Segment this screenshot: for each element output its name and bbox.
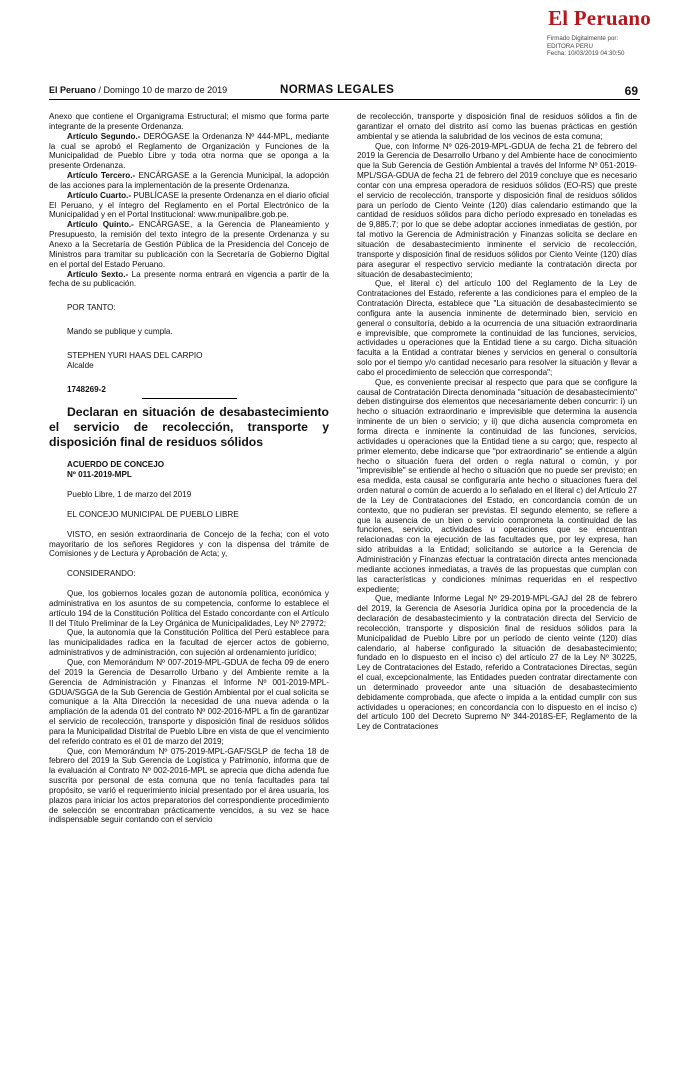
paragraph: Anexo que contiene el Organigrama Estructural; el mismo que forma parte integrante de la presente Ordenanza.: [49, 112, 329, 131]
article-2: [49, 132, 329, 171]
article-3: [49, 171, 329, 191]
document-code: 1748269-2: [67, 384, 106, 394]
header-date: / Domingo 10 de marzo de 2019: [98, 85, 228, 95]
signature-line-3: Fecha: 10/03/2019 04:30:50: [547, 50, 625, 58]
article-text: DERÓGASE la Ordenanza Nº 444-MPL, mediante la cual se aprobó el Reglamento de Organización y Funciones de la Municipalidad de Pueblo Libre y toda otra norma que se oponga a la presente Ordenanza.: [49, 131, 329, 171]
considerando-heading: CONSIDERANDO:: [67, 569, 136, 579]
visto-paragraph: VISTO, en sesión extraordinaria de Concejo de la fecha; con el voto mayoritario de los señores Regidores y con la dispensa del trámite de Comisiones y de Lectura y Aprobación de Acta; y,: [49, 529, 329, 559]
header-newspaper: El Peruano: [49, 85, 97, 95]
paragraph: Que, con Memorándum Nº 007-2019-MPL-GDUA de fecha 09 de enero del 2019 la Gerencia de Desarrollo Urbano y del Ambiente remite a la Gerencia de Administración y Finanzas el Informe Nº 001-2019-MPL-GDUA/SGGA de la Sub Gerencia de Gestión Ambiental por el cual solicita se comunique a la Alta Dirección la necesidad de una nueva adenda o la ampliación de la adenda 01 del contrato Nº 002-2016-MPL a fin de garantizar el servicio de recolección, transporte y disposición final de residuos sólidos para la Municipalidad Distrital de Pueblo Libre en vista de que el vencimiento del referido contrato es el 01 de marzo del 2019;: [49, 657, 329, 746]
por-tanto: POR TANTO:: [67, 303, 116, 313]
header-left: [49, 85, 227, 95]
paragraph: Que, los gobiernos locales gozan de autonomía política, económica y administrativa en los asuntos de su competencia, conforme lo establece el artículo 194 de la Constitución Política del Estado concordante con el Artículo II del Título Preliminar de la Ley Orgánica de Municipalidades, Ley Nº 27972;: [49, 589, 329, 628]
separator-rule: [142, 398, 237, 399]
article-6: [49, 270, 329, 290]
mando: Mando se publique y cumpla.: [67, 327, 173, 337]
paragraph: Que, la autonomía que la Constitución Política del Perú establece para las municipalidades radica en la facultad de ejercer actos de gobierno, administrativos y de administración, con sujeción al ordenamiento jurídico;: [49, 628, 329, 658]
signer-name: STEPHEN YURI HAAS DEL CARPIO: [67, 350, 203, 360]
article-text: La presente norma entrará en vigencia a partir de la fecha de su publicación.: [49, 269, 329, 289]
article-text: PUBLÍCASE la presente Ordenanza en el diario oficial El Peruano, y el íntegro del Reglamento en el Portal Electrónico de la Municipalidad y en el Portal Institucional: www.munipalibre.gob.pe.: [49, 190, 329, 220]
right-column: [357, 112, 637, 732]
digital-signature: [547, 35, 647, 58]
article-label: Artículo Segundo.-: [67, 131, 141, 141]
header-section: NORMAS LEGALES: [280, 84, 395, 96]
paragraph: Que, con Memorándum Nº 075-2019-MPL-GAF/SGLP de fecha 18 de febrero del 2019 la Sub Gerencia de Logística y Patrimonio, informa que de la evaluación al Contrato Nº 002-2016-MPL se aprecia que dicha adenda fue suscrita por personal de esta comuna que no tenía facultades para tal propósito, se varió el requerimiento inicial presentado por el área usuaria, los plazos para iniciar los actos preparatorios del correspondiente procedimiento de selección se encontraban prácticamente vencidos, a su vez se hace indispensable seguir contando con el servicio: [49, 746, 329, 825]
article-label: Artículo Quinto.-: [67, 220, 134, 230]
signer-role: Alcalde: [67, 360, 94, 370]
article-label: Artículo Sexto.-: [67, 269, 129, 279]
signature-line-1: Firmado Digitalmente por:: [547, 35, 619, 42]
el-peruano-logo: El Peruano: [548, 6, 651, 30]
acuerdo-number: Nº 011-2019-MPL: [67, 470, 132, 480]
paragraph: de recolección, transporte y disposición final de residuos sólidos a fin de garantizar el ornato del distrito así como las buenas prácticas en gestión ambiental y se atienda la salubridad de los vecinos de esta comuna;: [357, 112, 637, 141]
left-column: [49, 112, 329, 825]
article-label: Artículo Tercero.-: [67, 171, 136, 181]
paragraph: Que, mediante Informe Legal Nº 29-2019-MPL-GAJ del 28 de febrero del 2019, la Gerencia de Asesoría Jurídica opina por la procedencia de la declaración de desabastecimiento y la contratación directa del Servicio de recolección, transporte y disposición final de residuos sólidos para la Municipalidad de Pueblo Libre por un período de ciento veinte (120) días calendario, al haberse configurado la situación de desabastecimiento; fundado en lo dispuesto en el inciso c) del artículo 27 de la Ley Nº 30225, Ley de Contrataciones del Estado, referido a Contrataciones Directas, según el cual, excepcionalmente, las Entidades pueden contratar directamente con un determinado proveedor ante una situación de desabastecimiento debidamente comprobada, que afecte o impida a la entidad cumplir con sus actividades u operaciones; en concordancia con lo dispuesto en el inciso c) del artículo 100 del Decreto Supremo Nº 344-2018S-EF, Reglamento de la Ley de Contrataciones: [357, 594, 637, 732]
page-header: [49, 85, 640, 100]
concejo-heading: EL CONCEJO MUNICIPAL DE PUEBLO LIBRE: [67, 509, 239, 519]
paragraph: Que, con Informe Nº 026-2019-MPL-GDUA de fecha 21 de febrero del 2019 la Gerencia de Desarrollo Urbano y del Ambiente hace de conocimiento que la Sub Gerencia de Gestión Ambiental a través del Informe Nº 051-2019-MPL/SGA-GDUA de fecha 21 de febrero del 2019 concluye que es necesario contar con una empresa operadora de residuos sólidos (EO-RS) que preste el servicio de recolección, transporte y disposición final de residuos sólidos para un período de Ciento Veinte (120) días calendario estimando que la cantidad de residuos sólidos para dicho período expresado en toneladas es de 9,885.7; por lo que se debe adoptar acciones inmediatas de gestión, por tal motivo la Gerencia de Administración y Finanzas solicita se declare en situación de desabastecimiento inminente el servicio de recolección, transporte y disposición final de residuos sólidos por Ciento Veinte (120) días para asegurar el respectivo servicio mediante la contratación directa por situación de desabastecimiento;: [357, 141, 637, 279]
article-text: ENCÁRGASE a la Gerencia Municipal, la adopción de las acciones para la implementación de la presente Ordenanza.: [49, 171, 329, 190]
place-date: Pueblo Libre, 1 de marzo del 2019: [67, 490, 192, 499]
article-4: [49, 191, 329, 221]
article-5: [49, 220, 329, 269]
article-text: ENCÁRGASE, a la Gerencia de Planeamiento y Presupuesto, la remisión del texto íntegro de la presente Ordenanza y su Anexo a la Secretaría de Gestión Pública de la Presidencia del Concejo de Ministros para tramitar su publicación con la Secretaría de Gobierno Digital en el portal del Estado Peruano.: [49, 220, 330, 269]
paragraph: Que, es conveniente precisar al respecto que para que se configure la causal de Contratación Directa denominada "situación de desabastecimiento" deben distinguirse dos elementos que necesariamente deben concurrir: i) un hecho o situación extraordinario e imprevisible que determina la ausencia inminente de un bien o servicio; y ii) que dicha ausencia comprometa en forma directa e inminente la continuidad de las funciones, servicios, actividades u operaciones que la Entidad tiene a su cargo; que, respecto al primer elemento, debe indicarse que "por extraordinario" se entiende a algún hecho o situación fuera del orden o regla natural o común, y por "imprevisible" se entiende al hecho o situación que no puede ser previsto; en esa medida, esta causal se configuraría ante hecho o situaciones fuera del orden natural o común de acuerdo a lo señalado en el literal c) del Artículo 27 de la Ley de Contrataciones del Estado, en concordancia común de un contexto, que no pudieran ser previstas. El segundo elemento, se refiere a que la ausencia de un bien o servicio comprometa la continuidad de las funciones, servicio, actividades u operaciones que se encuentran relacionadas con la ejecución de las facultades que, por ley expresa, han sido atribuidas a la Entidad; solicitando se autorice a la Gerencia de Administración y Finanzas efectuar la contratación directa antes mencionada mediante acciones inmediatas, a través de las propuestas que cumplan con las características y condiciones mínimas requeridas en el respectivo expediente;: [357, 377, 637, 594]
page-number: 69: [624, 84, 638, 98]
norm-title: Declaran en situación de desabastecimiento el servicio de recolección, transporte y disposición final de residuos sólidos: [49, 405, 329, 450]
article-label: Artículo Cuarto.-: [67, 190, 132, 200]
paragraph: Que, el literal c) del artículo 100 del Reglamento de la Ley de Contrataciones del Estado, referente a las condiciones para el empleo de la Contratación Directa, establece que "La situación de desabastecimiento se configura ante la ausencia inminente de determinado bien, servicio en general o consultoría, debido a la ocurrencia de una situación extraordinaria e imprevisible, que compromete la continuidad de las funciones, servicios, actividades u operaciones que la Entidad tiene a su cargo. Dicha situación faculta a la Entidad a contratar bienes y servicios en general o consultoría solo por el tiempo y/o cantidad necesario para resolver la situación y llevar a cabo el procedimiento de selección que corresponda";: [357, 279, 637, 377]
signature-line-2: EDITORA PERU: [547, 42, 593, 50]
acuerdo-heading: ACUERDO DE CONCEJO: [67, 460, 165, 470]
